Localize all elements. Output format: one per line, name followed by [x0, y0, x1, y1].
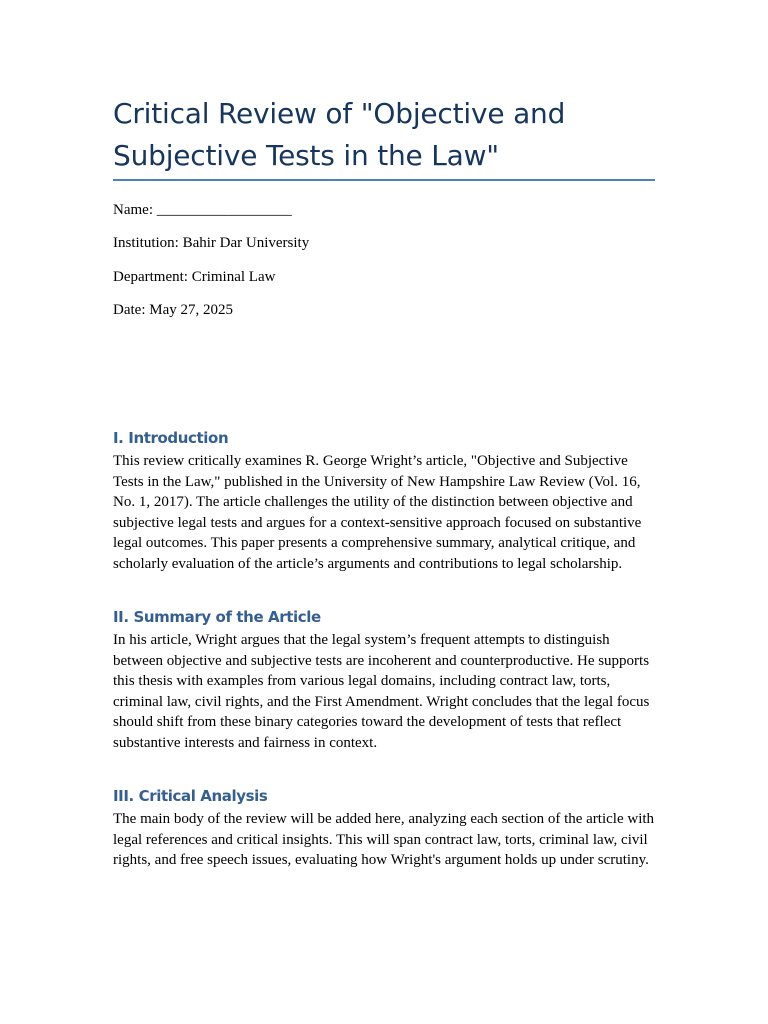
section-heading-introduction: I. Introduction: [113, 429, 229, 447]
document-title: Critical Review of "Objective and Subjective Tests in the Law": [113, 97, 566, 172]
department-line: Department: Criminal Law: [113, 269, 276, 285]
institution-line: Institution: Bahir Dar University: [113, 235, 310, 251]
section-heading-summary: II. Summary of the Article: [113, 608, 321, 626]
section-body-introduction: This review critically examines R. George Wright’s article, "Objective and Subjective Tests in the Law," published in the University of New Hampshire Law Review (Vol. 16, No. 1, 2017). The article challenges the utility of the distinction between objective and subjective legal tests and argues for a context-sensitive approach focused on substantive legal outcomes. This paper presents a comprehensive summary, analytical critique, and scholarly evaluation of the article’s arguments and contributions to legal scholarship.: [113, 453, 642, 572]
name-line: Name: __________________: [113, 202, 292, 218]
title-underline-rule: [113, 179, 655, 181]
section-body-summary: In his article, Wright argues that the legal system’s frequent attempts to distinguish between objective and subjective tests are incoherent and counterproductive. He supports this thesis with examples from various legal domains, including contract law, torts, criminal law, civil rights, and the First Amendment. Wright concludes that the legal focus should shift from these binary categories toward the development of tests that reflect substantive interests and fairness in context.: [113, 632, 650, 751]
section-heading-critical-analysis: III. Critical Analysis: [113, 787, 268, 805]
section-body-critical-analysis: The main body of the review will be added here, analyzing each section of the article with legal references and critical insights. This will span contract law, torts, criminal law, civil rights, and free speech issues, evaluating how Wright's argument holds up under scrutiny.: [113, 811, 655, 869]
date-line: Date: May 27, 2025: [113, 302, 233, 318]
